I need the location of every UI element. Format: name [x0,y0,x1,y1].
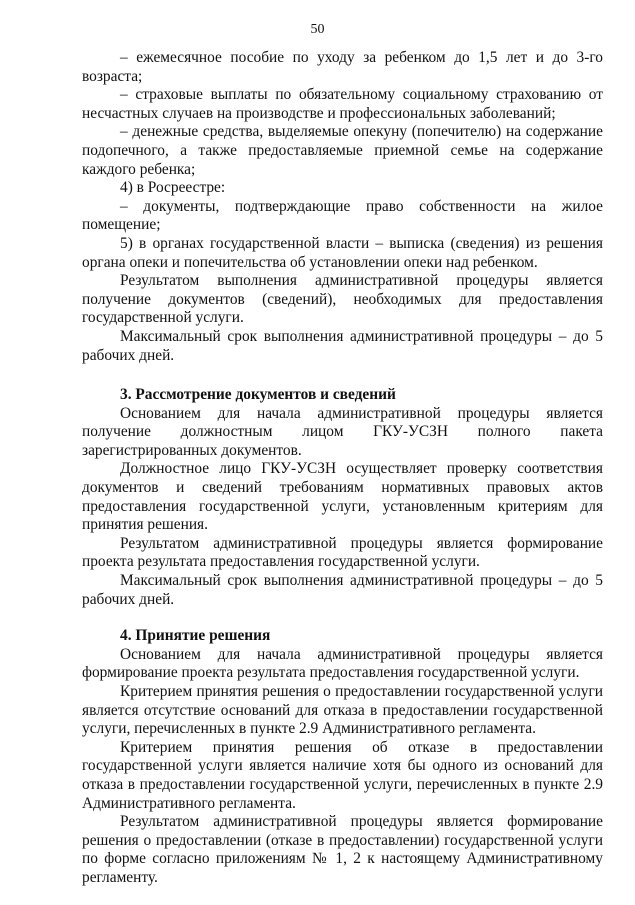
review-deadline-paragraph: Максимальный срок выполнения административной процедуры – до 5 рабочих дней. [82,572,603,608]
decision-refusal-criterion-paragraph: Критерием принятия решения об отказе в предоставлении государственной услуги является наличие хотя бы одного из оснований для отказа в предоставлении государственной услуги, перечисленных в пункте 2.9 Административного регламента. [82,738,603,812]
procedure-deadline-paragraph: Максимальный срок выполнения административной процедуры – до 5 рабочих дней. [82,327,603,364]
section-heading-decision: 4. Принятие решения [120,627,271,645]
section-heading-review: 3. Рассмотрение документов и сведений [120,386,396,404]
decision-approval-criterion-paragraph: Критерием принятия решения о предоставлении государственной услуги является отсутствие оснований для отказа в предоставлении государственной услуги, перечисленных в пункте 2.9 Административного регламента. [82,683,603,738]
list-item-rosreestr: 4) в Росреестре: [120,179,226,197]
list-item-ownership-documents: – документы, подтверждающие право собственности на жилое помещение; [82,197,603,234]
procedure-result-paragraph: Результатом выполнения административной процедуры является получение документов (сведений), необходимых для предоставления государственной услуги. [82,272,603,327]
list-item-monthly-allowance: – ежемесячное пособие по уходу за ребенком до 1,5 лет и до 3-го возраста; [82,49,603,85]
list-item-government-bodies: 5) в органах государственной власти – выписка (сведения) из решения органа опеки и попечительства об установлении опеки над ребенком. [82,234,603,271]
list-item-guardian-funds: – денежные средства, выделяемые опекуну (попечителю) на содержание подопечного, а также предоставляемые приемной семье на содержание каждого ребенка; [82,123,603,178]
decision-basis-paragraph: Основанием для начала административной процедуры является формирование проекта результата предоставления государственной услуги. [82,645,603,682]
review-basis-paragraph: Основанием для начала административной процедуры является получение должностным лицом ГКУ-УСЗН полного пакета зарегистрированных документов. [82,404,603,459]
decision-result-paragraph: Результатом административной процедуры является формирование решения о предоставлении (отказе в предоставлении) государственной услуги по форме согласно приложениям № 1, 2 к настоящему Административному регламенту. [82,813,603,886]
page-number: 50 [310,22,325,37]
document-body [82,49,603,888]
list-item-insurance-payments: – страховые выплаты по обязательному социальному страхованию от несчастных случаев на производстве и профессиональных заболеваний; [82,86,603,122]
review-result-paragraph: Результатом административной процедуры является формирование проекта результата предоставления государственной услуги. [82,534,603,571]
review-check-paragraph: Должностное лицо ГКУ-УСЗН осуществляет проверку соответствия документов и сведений требованиям нормативных правовых актов предоставления государственной услуги, установленным критериям для принятия решения. [82,460,603,534]
